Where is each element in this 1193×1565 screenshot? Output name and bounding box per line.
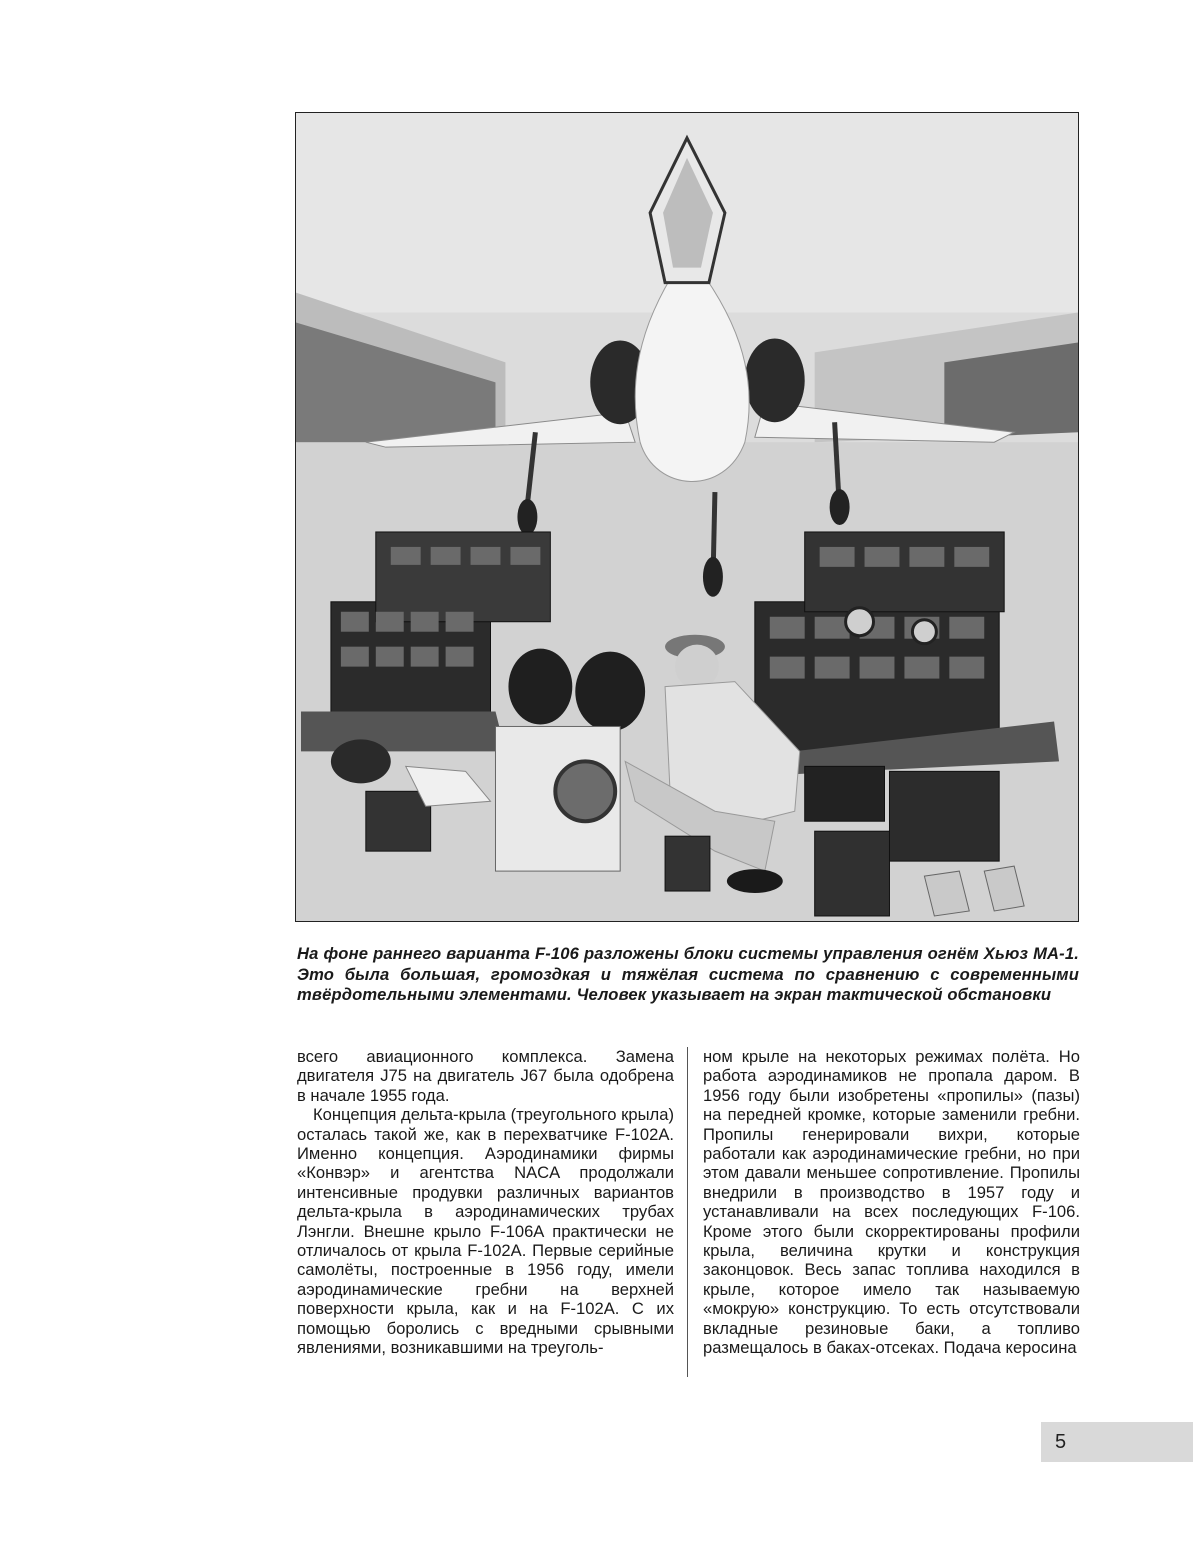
text-column-left — [297, 1047, 674, 1358]
column-divider — [687, 1047, 688, 1377]
aircraft-and-equipment-photo — [296, 113, 1078, 921]
photograph — [295, 112, 1079, 922]
photo-caption: На фоне раннего варианта F-106 разложены блоки системы управления огнём Хьюз МА-1. Это была большая, громоздкая и тяжёлая система по сравнению с современными твёрдотельными элементами. Человек указывает на экран тактической обстановки — [297, 944, 1079, 1004]
paragraph: всего авиационного комплекса. Замена двигателя J75 на двигатель J67 была одобрена в начале 1955 года. — [297, 1047, 674, 1105]
page-number: 5 — [1041, 1422, 1193, 1462]
paragraph: Концепция дельта-крыла (треугольного крыла) осталась такой же, как в перехватчике F-102A. Именно концепция. Аэродинамики фирмы «Конвэр» и агентства NACA продолжали интенсивные продувки различных вариантов дельта-крыла в аэродинамических трубах Лэнгли. Внешне крыло F-106A практически не отличалось от крыла F-102A. Первые серийные самолёты, построенные в 1956 году, имели аэродинамические гребни на верхней поверхности крыла, как и на F-102A. С их помощью боролись с вредными срывными явлениями, возникавшими на треуголь- — [297, 1105, 674, 1358]
paragraph: ном крыле на некоторых режимах полёта. Но работа аэродинамиков не пропала даром. В 1956 году были изобретены «пропилы» (пазы) на передней кромке, которые заменили гребни. Пропилы генерировали вихри, которые работали как аэродинамические гребни, но при этом давали меньшее сопротивление. Пропилы внедрили в производство в 1957 году и устанавливали на всех последующих F-106. Кроме этого были скорректированы профили крыла, величина крутки и конструкция законцовок. Весь запас топлива находился в крыле, которое имело так называемую «мокрую» конструкцию. То есть отсутствовали вкладные резиновые баки, а топливо размещалось в баках-отсеках. Подача керосина — [703, 1047, 1080, 1358]
text-column-right — [703, 1047, 1080, 1358]
